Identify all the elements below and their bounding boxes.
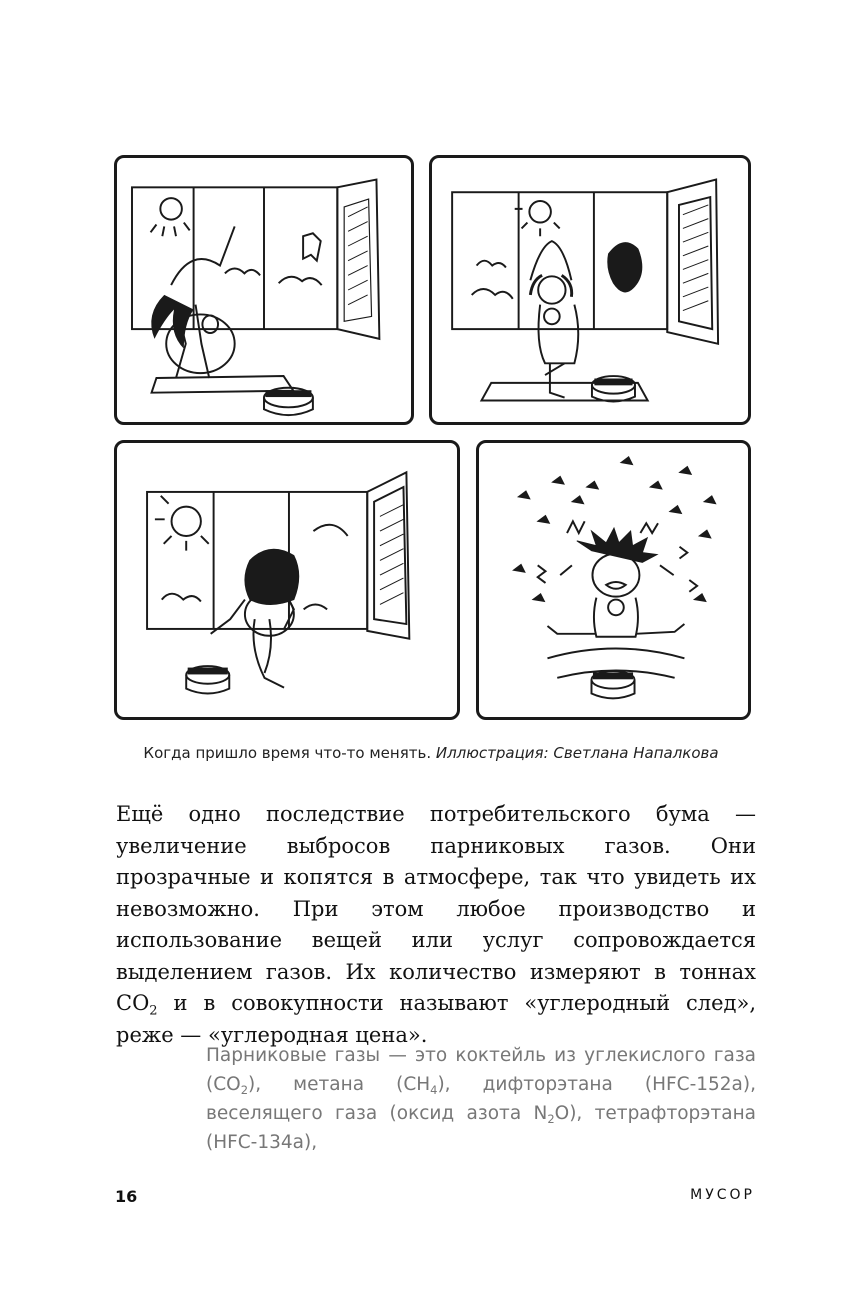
- note-text-1: Парниковые газы — это коктейль из углекислого газа (CO: [206, 1045, 756, 1095]
- sidenote: [206, 1041, 756, 1157]
- comic-panel-2: [429, 155, 751, 425]
- illustration-caption: [0, 744, 862, 762]
- note-sub-1: 2: [240, 1083, 248, 1097]
- note-sub-2: 4: [430, 1083, 438, 1097]
- note-text-4: O), тетрафторэтана (HFC-134a),: [206, 1103, 757, 1153]
- note-text-3: ), дифторэтана (HFC-152a), веселящего газа (оксид азота N: [206, 1074, 756, 1124]
- caption-credit: Иллюстрация: Светлана Напалкова: [435, 744, 719, 762]
- caption-text: Когда пришло время что-то менять.: [143, 744, 432, 762]
- comic-panel-1: [114, 155, 414, 425]
- note-text-2: ), метана (CH: [248, 1074, 431, 1095]
- page-number: 16: [115, 1187, 138, 1206]
- running-head: МУСОР: [690, 1187, 755, 1203]
- note-sub-3: 2: [547, 1112, 555, 1126]
- body-text-part2: и в совокупности называют «углеродный след», реже — «углеродная цена».: [116, 991, 756, 1047]
- body-text-part1: Ещё одно последствие потребительского бума — увеличение выбросов парниковых газов. Они прозрачные и копятся в атмосфере, так что увидеть их невозможно. При этом любое производство и использование вещей или услуг сопровождается выделением газов. Их количество измеряют в тоннах CO: [116, 802, 756, 1015]
- body-paragraph: [116, 799, 756, 1051]
- comic-panel-3: [114, 440, 460, 720]
- panel-3-drawing: [117, 443, 457, 717]
- panel-2-drawing: [432, 158, 748, 422]
- comic-panel-4: [476, 440, 751, 720]
- panel-1-drawing: [117, 158, 411, 422]
- panel-4-drawing: [479, 443, 748, 717]
- body-subscript: 2: [149, 1003, 158, 1019]
